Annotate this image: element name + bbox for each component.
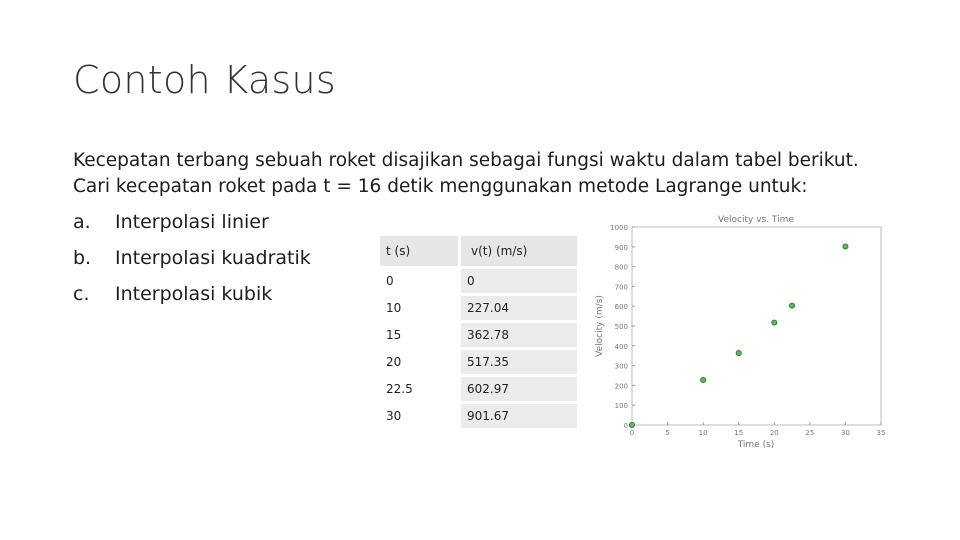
cell-time: 10 bbox=[380, 296, 461, 320]
x-tick-label: 30 bbox=[840, 429, 850, 437]
task-label: Interpolasi kubik bbox=[115, 283, 273, 305]
x-tick-label: 35 bbox=[876, 429, 886, 437]
cell-time: 15 bbox=[380, 323, 461, 347]
y-axis-ticks bbox=[610, 224, 635, 430]
task-label: Interpolasi kuadratik bbox=[115, 247, 311, 269]
y-tick-label: 300 bbox=[614, 362, 628, 371]
task-item-a bbox=[73, 207, 311, 243]
data-point bbox=[843, 244, 848, 249]
y-tick-label: 900 bbox=[614, 243, 628, 252]
table-row bbox=[380, 269, 577, 293]
x-tick-label: 0 bbox=[629, 429, 635, 437]
x-tick-label: 25 bbox=[805, 429, 815, 437]
problem-line-2: Cari kecepatan roket pada t = 16 detik menggunakan metode Lagrange untuk: bbox=[73, 176, 808, 197]
y-tick-label: 700 bbox=[614, 283, 628, 292]
chart-title: Velocity vs. Time bbox=[718, 215, 794, 225]
y-tick-label: 100 bbox=[614, 402, 628, 411]
cell-time: 20 bbox=[380, 350, 461, 374]
task-marker: b. bbox=[73, 247, 92, 269]
cell-velocity: 901.67 bbox=[461, 404, 577, 428]
y-tick-label: 800 bbox=[614, 263, 628, 272]
task-item-c bbox=[73, 279, 311, 315]
x-tick-label: 10 bbox=[698, 429, 708, 437]
cell-velocity: 227.04 bbox=[461, 296, 577, 320]
data-point bbox=[736, 351, 741, 356]
y-tick-label: 1000 bbox=[610, 224, 628, 232]
velocity-table bbox=[380, 233, 577, 431]
task-label: Interpolasi linier bbox=[115, 211, 269, 233]
table-row bbox=[380, 296, 577, 320]
y-tick-label: 600 bbox=[614, 303, 628, 312]
x-axis-label: Time (s) bbox=[737, 440, 775, 450]
cell-velocity: 602.97 bbox=[461, 377, 577, 401]
cell-time: 22.5 bbox=[380, 377, 461, 401]
data-points bbox=[629, 244, 848, 428]
task-marker: a. bbox=[73, 211, 91, 233]
y-tick-label: 500 bbox=[614, 323, 628, 331]
data-point bbox=[701, 377, 706, 382]
x-tick-label: 15 bbox=[734, 429, 744, 437]
y-tick-label: 0 bbox=[623, 422, 628, 430]
data-point bbox=[629, 422, 634, 427]
cell-time: 30 bbox=[380, 404, 461, 428]
plot-area bbox=[632, 227, 881, 425]
x-axis-ticks bbox=[630, 422, 886, 437]
task-item-b bbox=[73, 243, 311, 279]
slide-title: Contoh Kasus bbox=[73, 58, 336, 102]
y-axis-label: Velocity (m/s) bbox=[595, 295, 605, 357]
y-tick-label: 400 bbox=[614, 342, 628, 351]
problem-statement bbox=[73, 148, 913, 200]
header-velocity: v(t) (m/s) bbox=[461, 236, 577, 266]
header-time: t (s) bbox=[380, 236, 461, 266]
task-marker: c. bbox=[73, 283, 90, 305]
velocity-chart bbox=[590, 212, 895, 457]
x-tick-label: 5 bbox=[665, 429, 670, 437]
cell-velocity: 0 bbox=[461, 269, 577, 293]
table-header-row bbox=[380, 236, 577, 266]
data-point bbox=[789, 303, 794, 308]
cell-velocity: 362.78 bbox=[461, 323, 577, 347]
table-row bbox=[380, 377, 577, 401]
table-row bbox=[380, 323, 577, 347]
cell-time: 0 bbox=[380, 269, 461, 293]
table-row bbox=[380, 404, 577, 428]
x-tick-label: 20 bbox=[769, 429, 779, 437]
table-row bbox=[380, 350, 577, 374]
cell-velocity: 517.35 bbox=[461, 350, 577, 374]
problem-line-1: Kecepatan terbang sebuah roket disajikan sebagai fungsi waktu dalam tabel berikut. bbox=[73, 150, 859, 171]
task-list bbox=[73, 207, 311, 315]
y-tick-label: 200 bbox=[614, 382, 628, 391]
data-point bbox=[772, 320, 777, 325]
